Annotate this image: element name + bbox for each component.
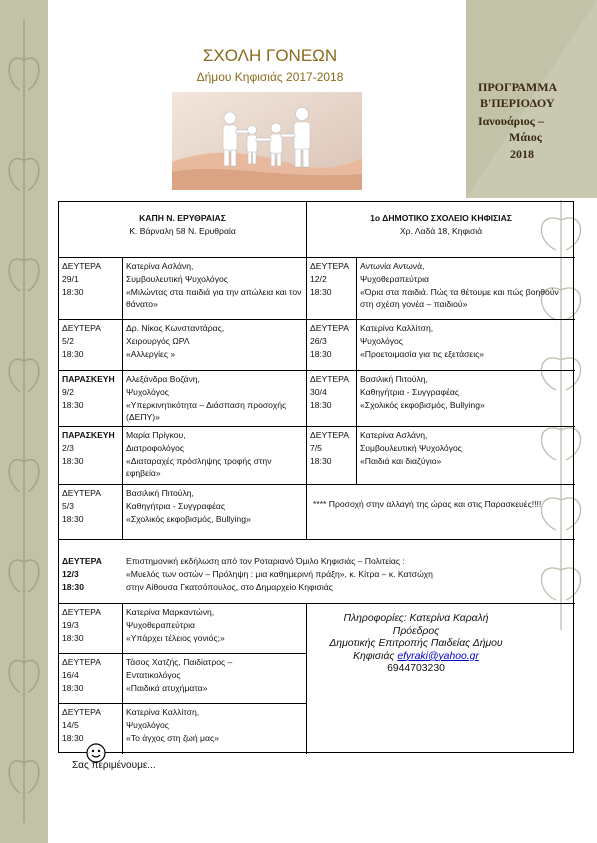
session-speaker: Δρ. Νίκος Κωνσταντάρας, bbox=[126, 323, 225, 333]
session-day: ΔΕΥΤΕΡΑ bbox=[62, 488, 102, 498]
session-date-cell bbox=[59, 654, 123, 704]
session-topic: «Το άγχος στη ζωή μας» bbox=[126, 732, 219, 743]
contact-email-link[interactable]: efyraki@yahoo.gr bbox=[397, 650, 479, 662]
family-hands-image bbox=[172, 92, 362, 190]
session-date: 30/4 bbox=[310, 386, 327, 397]
session-speaker: Μαρία Πρίγκου, bbox=[126, 430, 186, 440]
program-tab-line1: ΠΡΟΓΡΑΜΜΑ bbox=[478, 80, 558, 94]
session-info-cell bbox=[357, 320, 575, 371]
session-role: Ψυχοθεραπεύτρια bbox=[126, 619, 196, 630]
program-tab-line2: Β'ΠΕΡΙΟΔΟΥ bbox=[480, 96, 555, 110]
session-info-cell bbox=[123, 320, 307, 371]
session-topic: «Διαταραχές πρόσληψης τροφής στην εφηβεία» bbox=[126, 455, 272, 479]
session-time: 18:30 bbox=[62, 399, 84, 410]
session-topic: «Σχολικός εκφοβισμός, Bullying» bbox=[126, 513, 251, 524]
session-time: 18:30 bbox=[62, 732, 84, 743]
special-event-date-cell bbox=[59, 540, 123, 604]
notice-cell bbox=[307, 485, 575, 540]
session-day: ΔΕΥΤΕΡΑ bbox=[62, 261, 102, 271]
session-info-cell bbox=[357, 371, 575, 427]
page-title: ΣΧΟΛΗ ΓΟΝΕΩΝ bbox=[202, 46, 338, 65]
session-speaker: Κατερίνα Καλλίτση, bbox=[126, 707, 200, 717]
session-time: 18:30 bbox=[62, 632, 84, 643]
session-info-cell bbox=[123, 371, 307, 427]
session-time: 18:30 bbox=[62, 513, 84, 524]
session-date-cell bbox=[307, 371, 357, 427]
session-time: 18:30 bbox=[62, 682, 84, 693]
session-time: 18:30 bbox=[310, 399, 332, 410]
session-speaker: Βασιλική Πιτούλη, bbox=[126, 488, 194, 498]
session-date: 5/2 bbox=[62, 335, 74, 346]
special-event-line: «Μυελός των οστών – Πρόληψη : μια καθημερινή πράξη», κ. Κίτρα – κ. Κατσώχη bbox=[126, 568, 433, 579]
session-date: 16/4 bbox=[62, 669, 79, 680]
session-time: 18:30 bbox=[310, 286, 332, 297]
session-date-cell bbox=[59, 258, 123, 320]
session-date: 12/3 bbox=[62, 568, 79, 579]
session-date: 26/3 bbox=[310, 335, 327, 346]
special-event-line: στην Αίθουσα Γκατσόπουλος, στο Δημαρχείο Κηφισιάς bbox=[126, 581, 333, 592]
session-speaker: Αντωνία Αντωνά, bbox=[360, 261, 425, 271]
contact-line-4 bbox=[302, 651, 530, 664]
session-day: ΔΕΥΤΕΡΑ bbox=[310, 261, 350, 271]
page-subtitle: Δήμου Κηφισιάς 2017-2018 bbox=[196, 70, 344, 84]
contact-line-1: Πληροφορίες: Κατερίνα Καραλή bbox=[343, 613, 489, 624]
contact-city: Κηφισιάς bbox=[353, 650, 395, 662]
session-role: Διατροφολόγος bbox=[126, 442, 185, 453]
session-info-cell bbox=[123, 654, 307, 704]
session-role: Ψυχολόγος bbox=[126, 386, 169, 397]
contact-info bbox=[302, 613, 530, 676]
program-tab-line3: Ιανουάριος – bbox=[478, 114, 544, 128]
session-info-cell bbox=[357, 427, 575, 485]
session-date-cell bbox=[307, 320, 357, 371]
session-time: 18:30 bbox=[62, 455, 84, 466]
session-date: 19/3 bbox=[62, 619, 79, 630]
session-day: ΠΑΡΑΣΚΕΥΗ bbox=[62, 374, 115, 384]
session-role: Συμβουλευτική Ψυχολόγος bbox=[126, 273, 228, 284]
time-change-notice: **** Προσοχή στην αλλαγή της ώρας και στις Παρασκευές!!!! bbox=[313, 499, 542, 509]
session-role: Ψυχολόγος bbox=[360, 335, 403, 346]
session-day: ΔΕΥΤΕΡΑ bbox=[62, 707, 102, 717]
session-date: 2/3 bbox=[62, 442, 74, 453]
session-info-cell bbox=[123, 258, 307, 320]
session-speaker: Βασιλική Πιτούλη, bbox=[360, 374, 428, 384]
session-topic: «Προετοιμασία για τις εξετάσεις» bbox=[360, 348, 485, 359]
session-topic: «Σχολικός εκφοβισμός, Bullying» bbox=[360, 399, 485, 410]
session-date-cell bbox=[59, 371, 123, 427]
session-date: 12/2 bbox=[310, 273, 327, 284]
venue-right-header bbox=[307, 202, 575, 258]
session-topic: «Παιδικά ατυχήματα» bbox=[126, 682, 208, 693]
session-time: 18:30 bbox=[62, 348, 84, 359]
contact-line-2: Πρόεδρος bbox=[392, 625, 440, 637]
session-speaker: Κατερίνα Ασλάνη, bbox=[126, 261, 194, 271]
session-day: ΔΕΥΤΕΡΑ bbox=[310, 374, 350, 384]
program-tab-line5: 2018 bbox=[510, 147, 534, 161]
session-time: 18:30 bbox=[310, 348, 332, 359]
session-day: ΠΑΡΑΣΚΕΥΗ bbox=[62, 430, 115, 440]
session-date: 14/5 bbox=[62, 719, 79, 730]
session-info-cell bbox=[357, 258, 575, 320]
session-day: ΔΕΥΤΕΡΑ bbox=[62, 556, 102, 566]
session-day: ΔΕΥΤΕΡΑ bbox=[62, 657, 102, 667]
session-role: Καθηγήτρια - Συγγραφέας bbox=[360, 386, 460, 397]
contact-phone: 6944703230 bbox=[387, 663, 445, 675]
venue-right-name: 1ο ΔΗΜΟΤΙΚΟ ΣΧΟΛΕΙΟ ΚΗΦΙΣΙΑΣ bbox=[370, 213, 512, 223]
session-topic: «Όρια στα παιδιά. Πώς τα θέτουμε και πώς βοηθούν στη σχέση γονέα – παιδιού» bbox=[360, 286, 559, 310]
session-speaker: Τάσος Χατζής, Παιδίατρος – bbox=[126, 657, 233, 667]
session-speaker: Κατερίνα Μαρκαντώνη, bbox=[126, 607, 215, 617]
session-info-cell bbox=[123, 427, 307, 485]
venue-left-name: ΚΑΠΗ Ν. ΕΡΥΘΡΑΙΑΣ bbox=[139, 213, 226, 223]
venue-left-address: Κ. Βάρναλη 58 Ν. Ερυθραία bbox=[129, 225, 236, 236]
session-date-cell bbox=[59, 427, 123, 485]
special-event-line: Επιστημονική εκδήλωση από τον Ροταριανό Όμιλο Κηφισιάς – Πολιτείας : bbox=[126, 556, 405, 566]
session-info-cell bbox=[123, 485, 307, 540]
session-info-cell bbox=[123, 604, 307, 654]
session-time: 18:30 bbox=[310, 455, 332, 466]
session-date-cell bbox=[59, 485, 123, 540]
session-topic: «Υπερκινητικότητα – Διάσπαση προσοχής (ΔΕΠΥ)» bbox=[126, 399, 287, 423]
session-info-cell bbox=[123, 704, 307, 754]
session-role: Καθηγήτρια - Συγγραφέας bbox=[126, 500, 226, 511]
session-day: ΔΕΥΤΕΡΑ bbox=[310, 430, 350, 440]
session-role: Χειρουργός ΩΡΛ bbox=[126, 335, 190, 346]
session-date-cell bbox=[59, 320, 123, 371]
venue-right-address: Χρ. Λαδά 18, Κηφισιά bbox=[399, 225, 483, 236]
venue-left-header bbox=[59, 202, 307, 258]
session-time: 18:30 bbox=[62, 581, 84, 592]
session-topic: «Παιδιά και διαζύγιο» bbox=[360, 455, 442, 466]
session-time: 18:30 bbox=[62, 286, 84, 297]
contact-line-3: Δημοτικής Επιτροπής Παιδείας Δήμου bbox=[329, 638, 503, 650]
session-topic: «Μιλώντας στα παιδιά για την απώλεια και τον θάνατο» bbox=[126, 286, 302, 310]
session-role: Συμβουλευτική Ψυχολόγος bbox=[360, 442, 462, 453]
session-date-cell bbox=[307, 427, 357, 485]
session-topic: «Υπάρχει τέλειος γονιός;» bbox=[126, 632, 225, 643]
session-day: ΔΕΥΤΕΡΑ bbox=[62, 323, 102, 333]
session-role: Ψυχολόγος bbox=[126, 719, 169, 730]
session-speaker: Κατερίνα Καλλίτση, bbox=[360, 323, 434, 333]
session-topic: «Αλλεργίες » bbox=[126, 348, 176, 359]
floral-ornament-left-icon bbox=[0, 20, 48, 823]
session-date: 7/5 bbox=[310, 442, 322, 453]
footer-text: Σας περιμένουμε... bbox=[72, 760, 156, 771]
program-tab-line4: Μάιος bbox=[509, 130, 542, 144]
session-date-cell bbox=[59, 604, 123, 654]
session-date-cell bbox=[307, 258, 357, 320]
session-role: Εντατικολόγος bbox=[126, 669, 181, 680]
session-day: ΔΕΥΤΕΡΑ bbox=[62, 607, 102, 617]
session-speaker: Κατερίνα Ασλάνη, bbox=[360, 430, 428, 440]
session-date: 9/2 bbox=[62, 386, 74, 397]
session-date: 5/3 bbox=[62, 500, 74, 511]
session-date: 29/1 bbox=[62, 273, 79, 284]
session-role: Ψυχοθεραπεύτρια bbox=[360, 273, 430, 284]
special-event-cell bbox=[123, 540, 575, 604]
session-day: ΔΕΥΤΕΡΑ bbox=[310, 323, 350, 333]
session-speaker: Αλεξάνδρα Βοζάνη, bbox=[126, 374, 200, 384]
